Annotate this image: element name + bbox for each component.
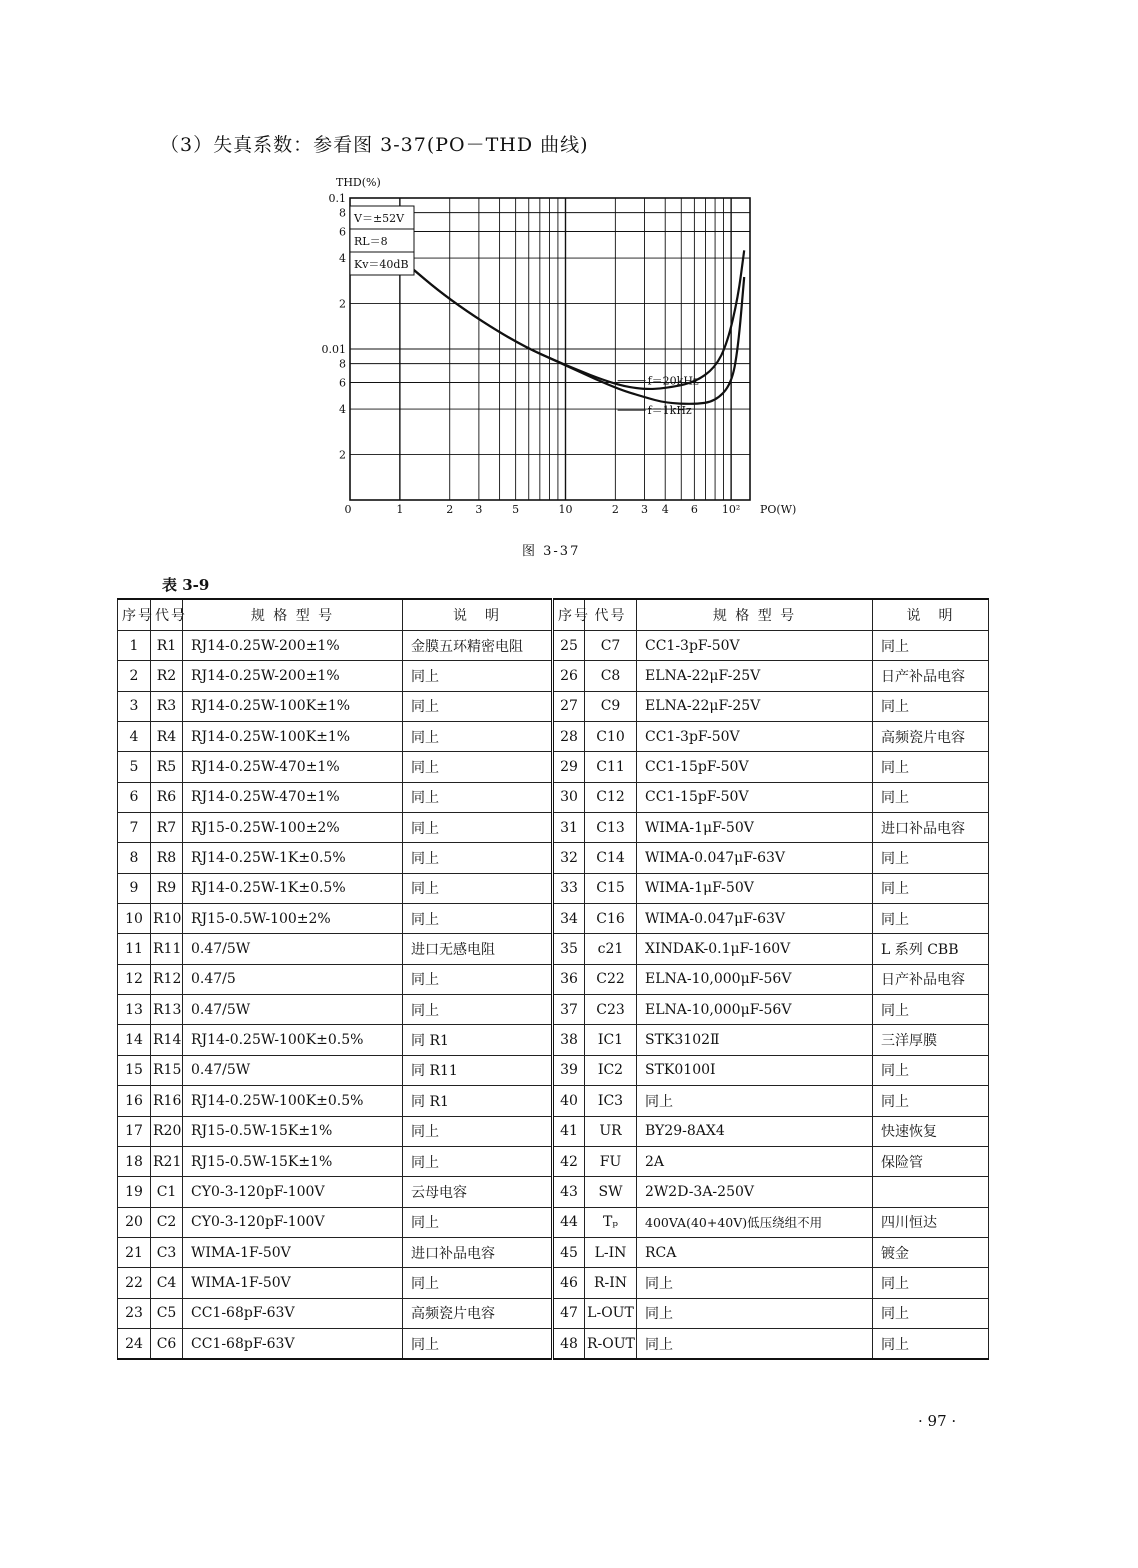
y-tick-label: 0.01 — [321, 343, 346, 356]
table-cell: 6 — [118, 782, 151, 812]
x-tick-label: 4 — [661, 503, 669, 516]
table-row — [118, 813, 989, 843]
table-cell: 同上 — [873, 843, 989, 873]
table-cell: 同上 — [403, 964, 553, 994]
table-cell: 3 — [118, 691, 151, 721]
table-cell: C10 — [585, 722, 637, 752]
table-row — [118, 722, 989, 752]
y-tick-label: 2 — [339, 448, 346, 462]
table-row — [118, 1177, 989, 1207]
table-cell: RJ15-0.5W-15K±1% — [183, 1146, 403, 1176]
table-cell: 40 — [553, 1086, 585, 1116]
table-cell: 20 — [118, 1207, 151, 1237]
table-row — [118, 661, 989, 691]
table-cell: 同上 — [403, 1328, 553, 1359]
table-cell: C7 — [585, 631, 637, 661]
table-cell: 同上 — [873, 995, 989, 1025]
y-axis-label: THD(%) — [336, 176, 381, 189]
table-cell: 高频瓷片电容 — [873, 722, 989, 752]
table-cell: 44 — [553, 1207, 585, 1237]
table-cell: 42 — [553, 1146, 585, 1176]
table-row — [118, 1146, 989, 1176]
table-row — [118, 1086, 989, 1116]
series-label: f＝20kHz — [647, 374, 699, 388]
table-cell: CY0-3-120pF-100V — [183, 1177, 403, 1207]
table-cell: 同上 — [873, 691, 989, 721]
table-cell: WIMA-1μF-50V — [637, 873, 873, 903]
table-cell: 进口无感电阻 — [403, 934, 553, 964]
table-cell: IC3 — [585, 1086, 637, 1116]
table-caption: 表 3-9 — [162, 576, 210, 594]
table-cell: R13 — [151, 995, 183, 1025]
table-cell: R14 — [151, 1025, 183, 1055]
table-cell: FU — [585, 1146, 637, 1176]
table-cell: L 系列 CBB — [873, 934, 989, 964]
table-cell: 镀金 — [873, 1237, 989, 1267]
table-cell: RJ14-0.25W-200±1% — [183, 631, 403, 661]
table-cell: 同上 — [403, 661, 553, 691]
table-row — [118, 1298, 989, 1328]
table-cell: 云母电容 — [403, 1177, 553, 1207]
table-cell: 25 — [553, 631, 585, 661]
x-axis-label: PO(W) — [760, 503, 797, 516]
table-cell: c21 — [585, 934, 637, 964]
figure-caption: 图 3-37 — [522, 544, 581, 559]
table-header-row — [118, 599, 989, 631]
table-cell: 30 — [553, 782, 585, 812]
table-cell: 同上 — [873, 1086, 989, 1116]
table-cell: C4 — [151, 1268, 183, 1298]
table-cell: 三洋厚膜 — [873, 1025, 989, 1055]
table-cell: 41 — [553, 1116, 585, 1146]
table-cell: Tₚ — [585, 1207, 637, 1237]
table-row — [118, 1207, 989, 1237]
table-cell: R9 — [151, 873, 183, 903]
table-cell: R21 — [151, 1146, 183, 1176]
table-cell: SW — [585, 1177, 637, 1207]
condition-text: Kv＝40dB — [354, 258, 409, 271]
table-cell: CC1-15pF-50V — [637, 782, 873, 812]
y-tick-label: 0.1 — [328, 192, 346, 205]
table-cell: 24 — [118, 1328, 151, 1359]
table-cell: 同上 — [873, 1268, 989, 1298]
table-row — [118, 691, 989, 721]
x-tick-label: 5 — [512, 503, 520, 516]
table-cell: 45 — [553, 1237, 585, 1267]
table-cell: 38 — [553, 1025, 585, 1055]
table-cell: R20 — [151, 1116, 183, 1146]
table-cell: CC1-68pF-63V — [183, 1328, 403, 1359]
table-cell: 同 R11 — [403, 1055, 553, 1085]
y-tick-label: 4 — [339, 252, 346, 266]
table-cell: 18 — [118, 1146, 151, 1176]
table-cell: 47 — [553, 1298, 585, 1328]
table-cell: IC1 — [585, 1025, 637, 1055]
table-row — [118, 873, 989, 903]
table-cell: R-IN — [585, 1268, 637, 1298]
table-cell: WIMA-1μF-50V — [637, 813, 873, 843]
table-cell: 同上 — [873, 1055, 989, 1085]
table-cell: 高频瓷片电容 — [403, 1298, 553, 1328]
table-cell: R11 — [151, 934, 183, 964]
series-label: f＝1kHz — [647, 404, 692, 418]
table-cell: R16 — [151, 1086, 183, 1116]
table-cell: 同上 — [403, 843, 553, 873]
y-tick-label: 8 — [339, 206, 346, 220]
table-cell: UR — [585, 1116, 637, 1146]
table-row — [118, 995, 989, 1025]
table-cell: 同上 — [873, 904, 989, 934]
table-cell: 33 — [553, 873, 585, 903]
table-cell: 同上 — [403, 1146, 553, 1176]
table-cell: 29 — [553, 752, 585, 782]
table-row — [118, 1268, 989, 1298]
table-cell: L-OUT — [585, 1298, 637, 1328]
table-cell: 进口补品电容 — [403, 1237, 553, 1267]
table-cell: 同上 — [403, 1116, 553, 1146]
table-cell: 2W2D-3A-250V — [637, 1177, 873, 1207]
table-cell: WIMA-1F-50V — [183, 1268, 403, 1298]
x-tick-label: 3 — [641, 503, 649, 516]
table-cell: 0.47/5W — [183, 1055, 403, 1085]
table-cell: 同上 — [403, 782, 553, 812]
table-cell: R2 — [151, 661, 183, 691]
table-cell: R1 — [151, 631, 183, 661]
table-cell: 26 — [553, 661, 585, 691]
table-cell: 同上 — [403, 995, 553, 1025]
y-tick-label: 6 — [339, 225, 346, 239]
table-cell: 同上 — [403, 691, 553, 721]
table-cell: 8 — [118, 843, 151, 873]
table-cell: 15 — [118, 1055, 151, 1085]
table-row — [118, 631, 989, 661]
table-cell: 同 R1 — [403, 1086, 553, 1116]
table-cell: 5 — [118, 752, 151, 782]
table-cell: ELNA-22μF-25V — [637, 661, 873, 691]
table-cell: 27 — [553, 691, 585, 721]
table-cell: 同上 — [873, 1298, 989, 1328]
column-header: 说 明 — [873, 599, 989, 631]
table-cell: L-IN — [585, 1237, 637, 1267]
table-cell: 12 — [118, 964, 151, 994]
table-cell: ELNA-22μF-25V — [637, 691, 873, 721]
table-row — [118, 1055, 989, 1085]
table-cell: RJ14-0.25W-100K±0.5% — [183, 1025, 403, 1055]
table-cell: 37 — [553, 995, 585, 1025]
table-cell: 同上 — [873, 873, 989, 903]
table-cell: 23 — [118, 1298, 151, 1328]
condition-text: V＝±52V — [354, 212, 405, 225]
x-tick-label: 6 — [690, 503, 698, 516]
table-cell: C13 — [585, 813, 637, 843]
table-cell: 同上 — [637, 1086, 873, 1116]
column-header: 序号 — [118, 599, 151, 631]
table-cell: 同上 — [873, 631, 989, 661]
table-cell: RJ14-0.25W-100K±1% — [183, 691, 403, 721]
condition-text: RL＝8 — [354, 235, 388, 248]
table-cell: C3 — [151, 1237, 183, 1267]
table-cell: 39 — [553, 1055, 585, 1085]
table-cell: 32 — [553, 843, 585, 873]
table-cell — [873, 1177, 989, 1207]
table-cell: RJ14-0.25W-200±1% — [183, 661, 403, 691]
table-cell: 48 — [553, 1328, 585, 1359]
table-cell: 0.47/5 — [183, 964, 403, 994]
y-tick-label: 4 — [339, 403, 346, 417]
table-cell: 17 — [118, 1116, 151, 1146]
table-cell: R8 — [151, 843, 183, 873]
table-cell: CC1-3pF-50V — [637, 631, 873, 661]
table-cell: R4 — [151, 722, 183, 752]
table-cell: R12 — [151, 964, 183, 994]
table-row — [118, 782, 989, 812]
table-cell: WIMA-0.047μF-63V — [637, 843, 873, 873]
table-cell: RJ14-0.25W-100K±1% — [183, 722, 403, 752]
table-cell: 同上 — [403, 904, 553, 934]
table-cell: BY29-8AX4 — [637, 1116, 873, 1146]
table-cell: 400VA(40+40V)低压绕组不用 — [637, 1207, 873, 1237]
table-cell: 11 — [118, 934, 151, 964]
table-cell: RJ15-0.5W-100±2% — [183, 904, 403, 934]
table-cell: RJ14-0.25W-1K±0.5% — [183, 873, 403, 903]
table-cell: R5 — [151, 752, 183, 782]
table-cell: C5 — [151, 1298, 183, 1328]
column-header: 说 明 — [403, 599, 553, 631]
table-cell: 同上 — [403, 752, 553, 782]
table-cell: 22 — [118, 1268, 151, 1298]
table-cell: 4 — [118, 722, 151, 752]
table-cell: ELNA-10,000μF-56V — [637, 964, 873, 994]
table-cell: STK3102Ⅱ — [637, 1025, 873, 1055]
table-row — [118, 1237, 989, 1267]
table-cell: C16 — [585, 904, 637, 934]
table-cell: R6 — [151, 782, 183, 812]
x-tick-label: 2 — [611, 503, 619, 516]
table-cell: C22 — [585, 964, 637, 994]
table-cell: 21 — [118, 1237, 151, 1267]
table-cell: C9 — [585, 691, 637, 721]
column-header: 代号 — [585, 599, 637, 631]
table-cell: 43 — [553, 1177, 585, 1207]
table-row — [118, 1116, 989, 1146]
x-tick-label: 2 — [446, 503, 454, 516]
table-cell: 16 — [118, 1086, 151, 1116]
table-cell: IC2 — [585, 1055, 637, 1085]
table-cell: R7 — [151, 813, 183, 843]
table-cell: C15 — [585, 873, 637, 903]
table-cell: 同上 — [403, 722, 553, 752]
table-cell: C23 — [585, 995, 637, 1025]
table-cell: C8 — [585, 661, 637, 691]
table-cell: 34 — [553, 904, 585, 934]
table-row — [118, 843, 989, 873]
table-cell: 同上 — [637, 1268, 873, 1298]
table-row — [118, 964, 989, 994]
table-cell: R3 — [151, 691, 183, 721]
table-cell: CY0-3-120pF-100V — [183, 1207, 403, 1237]
x-tick-label: 10 — [558, 503, 573, 516]
table-cell: 四川恒达 — [873, 1207, 989, 1237]
table-cell: ELNA-10,000μF-56V — [637, 995, 873, 1025]
x-tick-label: 3 — [475, 503, 483, 516]
table-cell: 快速恢复 — [873, 1116, 989, 1146]
table-cell: STK0100Ⅰ — [637, 1055, 873, 1085]
table-cell: RJ15-0.25W-100±2% — [183, 813, 403, 843]
component-table — [117, 598, 989, 1360]
table-cell: 14 — [118, 1025, 151, 1055]
table-cell: 7 — [118, 813, 151, 843]
table-cell: C1 — [151, 1177, 183, 1207]
column-header: 序号 — [553, 599, 585, 631]
table-cell: 2A — [637, 1146, 873, 1176]
table-cell: 同上 — [873, 782, 989, 812]
table-cell: 同上 — [403, 813, 553, 843]
table-cell: 2 — [118, 661, 151, 691]
table-cell: R10 — [151, 904, 183, 934]
table-cell: C14 — [585, 843, 637, 873]
table-cell: XINDAK-0.1μF-160V — [637, 934, 873, 964]
table-cell: C11 — [585, 752, 637, 782]
table-cell: 同上 — [637, 1298, 873, 1328]
table-cell: 同上 — [873, 1328, 989, 1359]
table-cell: 同 R1 — [403, 1025, 553, 1055]
table-cell: 28 — [553, 722, 585, 752]
table-cell: CC1-68pF-63V — [183, 1298, 403, 1328]
table-cell: 36 — [553, 964, 585, 994]
y-tick-label: 8 — [339, 357, 346, 371]
table-cell: C12 — [585, 782, 637, 812]
table-cell: 1 — [118, 631, 151, 661]
table-cell: 进口补品电容 — [873, 813, 989, 843]
table-cell: 0.47/5W — [183, 934, 403, 964]
table-cell: 31 — [553, 813, 585, 843]
x-tick-label: 1 — [396, 503, 404, 516]
table-cell: RJ14-0.25W-470±1% — [183, 752, 403, 782]
column-header: 规 格 型 号 — [637, 599, 873, 631]
table-cell: C6 — [151, 1328, 183, 1359]
x-tick-label: 10² — [721, 503, 741, 516]
table-cell: 10 — [118, 904, 151, 934]
table-cell: 同上 — [403, 1207, 553, 1237]
table-cell: R15 — [151, 1055, 183, 1085]
table-cell: 0.47/5W — [183, 995, 403, 1025]
table-cell: RCA — [637, 1237, 873, 1267]
y-tick-label: 6 — [339, 376, 346, 390]
table-cell: 9 — [118, 873, 151, 903]
table-cell: 同上 — [403, 873, 553, 903]
table-cell: 日产补品电容 — [873, 964, 989, 994]
table-cell: 46 — [553, 1268, 585, 1298]
table-cell: 同上 — [403, 1268, 553, 1298]
table-cell: CC1-3pF-50V — [637, 722, 873, 752]
table-cell: C2 — [151, 1207, 183, 1237]
section-heading: （3）失真系数：参看图 3-37(PO－THD 曲线) — [160, 134, 589, 156]
table-cell: CC1-15pF-50V — [637, 752, 873, 782]
column-header: 代号 — [151, 599, 183, 631]
table-row — [118, 1328, 989, 1359]
table-cell: 35 — [553, 934, 585, 964]
table-cell: WIMA-1F-50V — [183, 1237, 403, 1267]
column-header: 规 格 型 号 — [183, 599, 403, 631]
table-cell: 金膜五环精密电阻 — [403, 631, 553, 661]
table-cell: 13 — [118, 995, 151, 1025]
table-cell: 日产补品电容 — [873, 661, 989, 691]
table-row — [118, 904, 989, 934]
table-cell: 同上 — [873, 752, 989, 782]
po-thd-chart — [310, 170, 797, 516]
table-cell: RJ14-0.25W-1K±0.5% — [183, 843, 403, 873]
y-tick-label: 2 — [339, 297, 346, 311]
table-cell: R-OUT — [585, 1328, 637, 1359]
table-row — [118, 1025, 989, 1055]
table-cell: RJ14-0.25W-100K±0.5% — [183, 1086, 403, 1116]
page-number: · 97 · — [918, 1412, 957, 1430]
table-cell: WIMA-0.047μF-63V — [637, 904, 873, 934]
table-cell: 19 — [118, 1177, 151, 1207]
table-row — [118, 752, 989, 782]
table-cell: RJ15-0.5W-15K±1% — [183, 1116, 403, 1146]
table-cell: RJ14-0.25W-470±1% — [183, 782, 403, 812]
table-row — [118, 934, 989, 964]
table-cell: 保险管 — [873, 1146, 989, 1176]
table-cell: 同上 — [637, 1328, 873, 1359]
x-origin-label: 0 — [344, 503, 352, 516]
